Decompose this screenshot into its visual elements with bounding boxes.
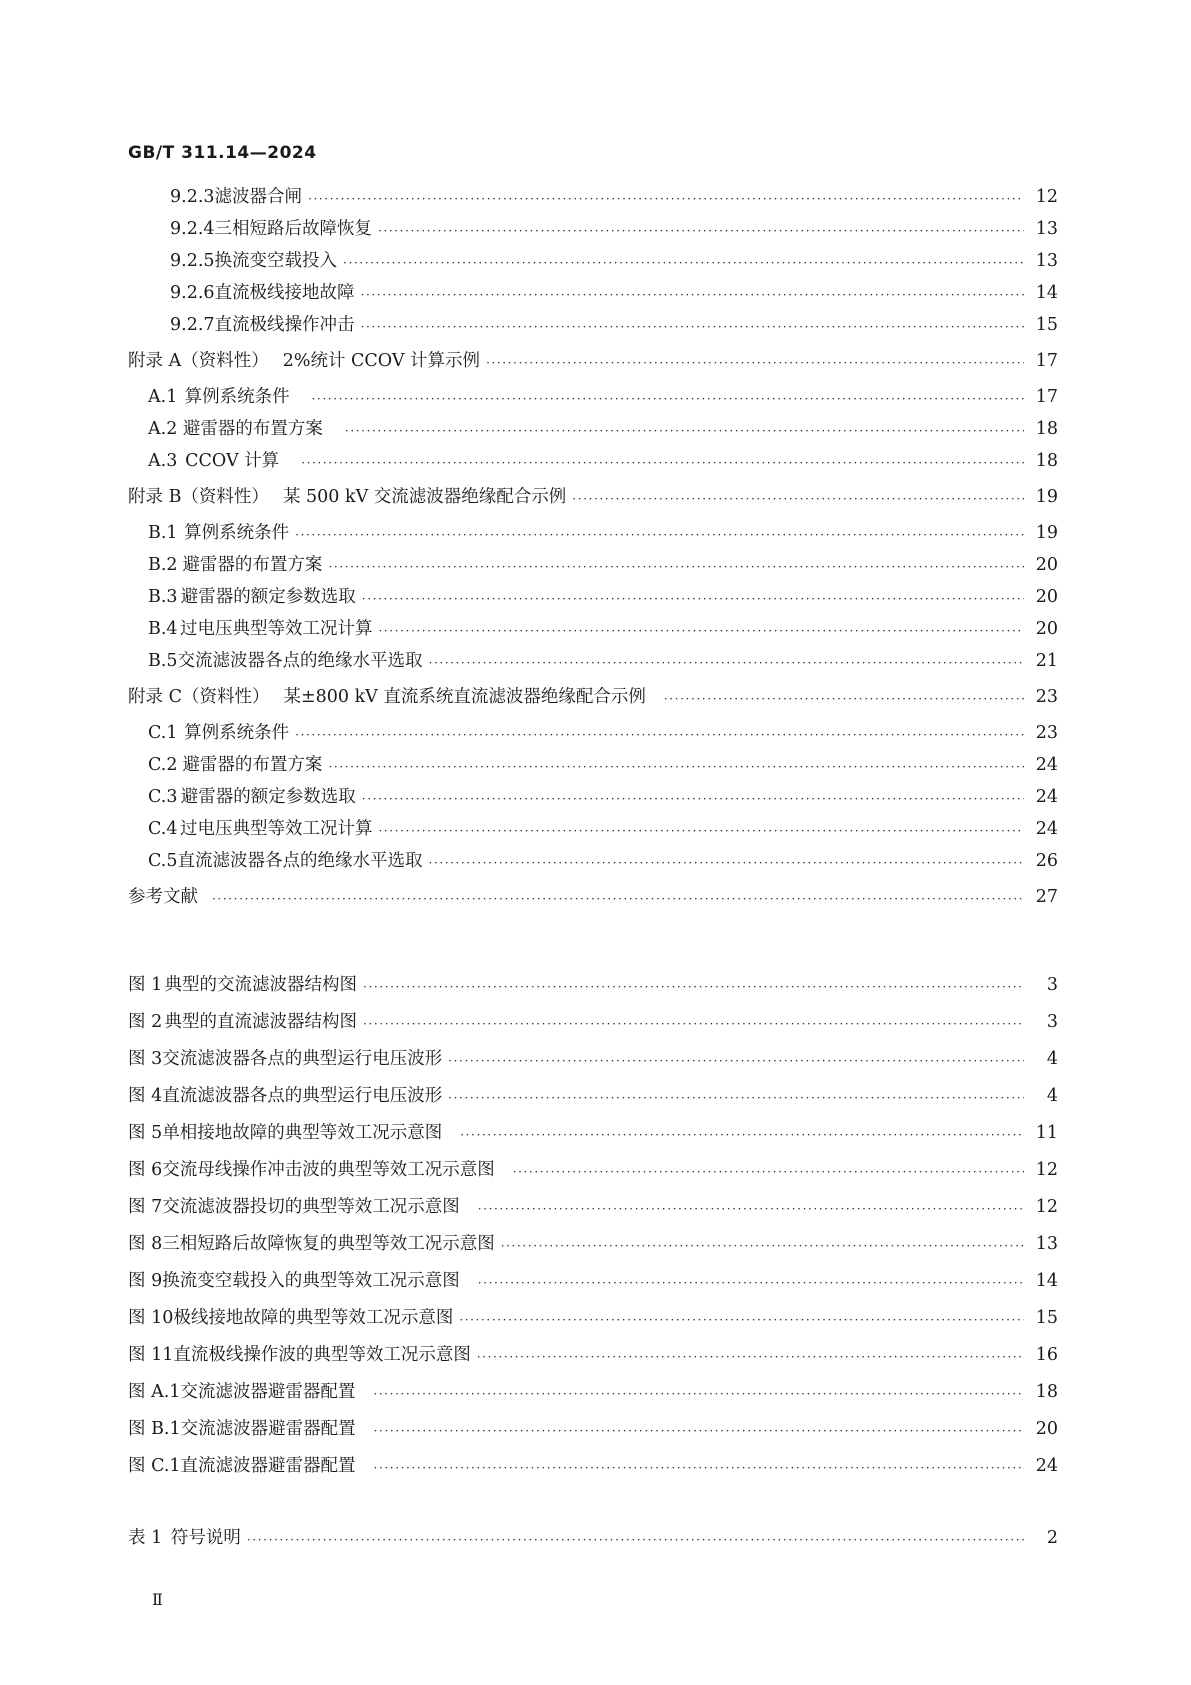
toc-entry-page: 18 [1035,419,1058,439]
dot-leader [378,621,1024,641]
figure-number: 图 6 [128,1160,163,1180]
figure-number: 图 B.1 [128,1419,181,1439]
dot-leader [328,757,1024,777]
toc-entry-title: 换流变空载投入 [214,251,338,271]
dot-leader [374,1421,1024,1441]
toc-entry-page: 24 [1035,787,1058,807]
toc-appendix-entry[interactable] [128,349,1058,373]
dot-leader [312,389,1024,409]
toc-entry[interactable] [148,849,1058,873]
figure-number: 图 2 [128,1012,163,1032]
dot-leader [664,689,1024,709]
toc-entry-page: 12 [1035,187,1058,207]
toc-entry-number: C.2 [148,755,178,775]
toc-entry[interactable] [170,281,1058,305]
dot-leader [448,1088,1024,1108]
figure-number: 图 4 [128,1086,163,1106]
toc-entry-number: B.4 [148,619,178,639]
figure-title: 极线接地故障的典型等效工况示意图 [173,1308,454,1328]
figure-page: 3 [1046,975,1058,995]
toc-entry-page: 23 [1035,723,1058,743]
toc-entry-page: 15 [1035,315,1058,335]
dot-leader [501,1236,1024,1256]
figure-title: 交流滤波器避雷器配置 [180,1419,356,1439]
toc-entry-title: 2%统计 CCOV 计算示例 [282,351,481,371]
figure-title: 直流滤波器各点的典型运行电压波形 [162,1086,443,1106]
toc-entry[interactable] [170,185,1058,209]
toc-entry-title: 直流极线操作冲击 [214,315,355,335]
toc-entry-number: 9.2.7 [170,315,215,335]
figure-number: 图 7 [128,1197,163,1217]
figure-title: 交流滤波器投切的典型等效工况示意图 [162,1197,460,1217]
toc-entry-title: 过电压典型等效工况计算 [179,619,373,639]
dot-leader [373,1384,1024,1404]
toc-entry[interactable] [148,817,1058,841]
toc-entry-page: 24 [1035,819,1058,839]
figure-title: 直流极线操作波的典型等效工况示意图 [173,1345,471,1365]
toc-entry-page: 19 [1035,523,1058,543]
toc-entry[interactable] [148,417,1058,441]
toc-entry[interactable] [148,449,1058,473]
dot-leader [362,589,1024,609]
toc-appendix-entry[interactable] [128,485,1058,509]
toc-entry-title: CCOV 计算 [185,451,280,471]
toc-entry-number: C.4 [148,819,178,839]
toc-entry-title: 避雷器的布置方案 [182,419,323,439]
figure-page: 15 [1035,1308,1058,1328]
dot-leader [486,353,1024,373]
figure-number: 图 3 [128,1049,163,1069]
toc-entry-page: 20 [1035,619,1058,639]
figure-title: 直流滤波器避雷器配置 [180,1456,356,1476]
dot-leader [478,1273,1024,1293]
toc-entry-page: 17 [1035,351,1058,371]
figure-page: 13 [1035,1234,1058,1254]
figure-title: 交流母线操作冲击波的典型等效工况示意图 [162,1160,495,1180]
toc-entry-page: 23 [1035,687,1058,707]
dot-leader [362,789,1024,809]
toc-entry[interactable] [148,785,1058,809]
toc-entry[interactable] [148,649,1058,673]
figure-title: 典型的直流滤波器结构图 [164,1012,357,1032]
figure-number: 图 11 [128,1345,174,1365]
dot-leader [295,725,1024,745]
toc-entry[interactable] [148,753,1058,777]
toc-entry-title: 三相短路后故障恢复 [214,219,373,239]
toc-entry-title: 参考文献 [128,887,198,907]
toc-entry-page: 19 [1035,487,1058,507]
dot-leader [374,1458,1024,1478]
toc-entry-number: 附录 B（资料性） [128,487,269,507]
figure-page: 12 [1035,1197,1058,1217]
dot-leader [363,1014,1024,1034]
page-number: Ⅱ [152,1590,163,1609]
toc-entry-title: 交流滤波器各点的绝缘水平选取 [177,651,423,671]
figure-page: 24 [1035,1456,1058,1476]
dot-leader [378,821,1024,841]
toc-entry-number: 附录 A（资料性） [128,351,269,371]
toc-entry[interactable] [148,553,1058,577]
figure-page: 20 [1035,1419,1058,1439]
figure-entry[interactable] [128,1084,1058,1108]
dot-leader [429,653,1024,673]
toc-entry-title: 算例系统条件 [184,387,290,407]
toc-entry-title: 算例系统条件 [184,523,290,543]
dot-leader [363,977,1024,997]
dot-leader [361,285,1024,305]
toc-entry-number: A.3 [148,451,178,471]
toc-entry-page: 13 [1035,251,1058,271]
figure-entry[interactable] [128,1010,1058,1034]
figure-page: 4 [1046,1086,1058,1106]
table-number: 表 1 [128,1528,163,1548]
figure-number: 图 A.1 [128,1382,181,1402]
figure-entry[interactable] [128,1195,1058,1219]
toc-entry-number: 9.2.6 [170,283,215,303]
dot-leader [295,525,1024,545]
figure-entry[interactable] [128,1269,1058,1293]
dot-leader [247,1530,1024,1550]
toc-references-entry[interactable] [128,885,1058,909]
dot-leader [212,889,1024,909]
figure-page: 4 [1046,1049,1058,1069]
toc-entry-number: B.3 [148,587,178,607]
standard-code: GB/T 311.14—2024 [128,143,317,163]
toc-entry-number: C.1 [148,723,178,743]
figure-entry[interactable] [128,1417,1058,1441]
dot-leader [378,221,1024,241]
toc-entry[interactable] [148,721,1058,745]
toc-entry-number: C.5 [148,851,178,871]
toc-entry-number: C.3 [148,787,178,807]
figure-number: 图 8 [128,1234,163,1254]
table-page: 2 [1046,1528,1058,1548]
figure-entry[interactable] [128,1454,1058,1478]
dot-leader [448,1051,1024,1071]
toc-entry-title: 避雷器的额定参数选取 [180,787,356,807]
dot-leader [513,1162,1024,1182]
toc-entry-title: 算例系统条件 [184,723,290,743]
toc-entry[interactable] [148,385,1058,409]
toc-entry-number: B.5 [148,651,178,671]
figure-page: 14 [1035,1271,1058,1291]
figure-number: 图 C.1 [128,1456,181,1476]
toc-entry-page: 13 [1035,219,1058,239]
toc-entry-page: 20 [1035,587,1058,607]
figure-number: 图 1 [128,975,163,995]
figure-title: 三相短路后故障恢复的典型等效工况示意图 [162,1234,495,1254]
figure-entry[interactable] [128,1380,1058,1404]
dot-leader [477,1347,1024,1367]
toc-entry[interactable] [170,217,1058,241]
dot-leader [328,557,1024,577]
toc-entry-number: 9.2.5 [170,251,215,271]
toc-entry-page: 18 [1035,451,1058,471]
dot-leader [301,453,1024,473]
toc-entry-title: 避雷器的布置方案 [182,755,323,775]
figure-number: 图 9 [128,1271,163,1291]
toc-entry-number: B.2 [148,555,178,575]
toc-entry-title: 避雷器的额定参数选取 [180,587,356,607]
dot-leader [460,1125,1024,1145]
figure-page: 18 [1035,1382,1058,1402]
toc-entry[interactable] [148,585,1058,609]
toc-entry[interactable] [170,249,1058,273]
table-title: 符号说明 [170,1528,241,1548]
figure-title: 交流滤波器各点的典型运行电压波形 [162,1049,443,1069]
figure-page: 3 [1046,1012,1058,1032]
toc-entry-number: B.1 [148,523,178,543]
figure-page: 11 [1035,1123,1058,1143]
toc-entry-number: A.1 [148,387,178,407]
figure-entry[interactable] [128,1343,1058,1367]
figure-entry[interactable] [128,1047,1058,1071]
figure-title: 单相接地故障的典型等效工况示意图 [162,1123,443,1143]
figure-entry[interactable] [128,1158,1058,1182]
toc-entry-page: 24 [1035,755,1058,775]
figure-entry[interactable] [128,973,1058,997]
toc-entry-title: 直流滤波器各点的绝缘水平选取 [177,851,423,871]
dot-leader [459,1310,1024,1330]
figure-entry[interactable] [128,1306,1058,1330]
toc-entry-title: 某±800 kV 直流系统直流滤波器绝缘配合示例 [283,687,646,707]
toc-entry-number: 附录 C（资料性） [128,687,270,707]
toc-entry-page: 27 [1035,887,1058,907]
figure-entry[interactable] [128,1121,1058,1145]
toc-entry-page: 20 [1035,555,1058,575]
figure-number: 图 5 [128,1123,163,1143]
toc-entry-page: 17 [1035,387,1058,407]
toc-appendix-entry[interactable] [128,685,1058,709]
toc-entry-page: 26 [1035,851,1058,871]
dot-leader [572,489,1024,509]
toc-entry-number: 9.2.3 [170,187,215,207]
toc-entry-page: 21 [1035,651,1058,671]
toc-entry-title: 直流极线接地故障 [214,283,355,303]
toc-entry-title: 某 500 kV 交流滤波器绝缘配合示例 [282,487,567,507]
toc-entry[interactable] [148,521,1058,545]
table-entry[interactable] [128,1526,1058,1550]
figure-page: 12 [1035,1160,1058,1180]
dot-leader [478,1199,1024,1219]
toc-entry[interactable] [148,617,1058,641]
dot-leader [308,189,1024,209]
dot-leader [345,421,1024,441]
figure-entry[interactable] [128,1232,1058,1256]
figure-title: 典型的交流滤波器结构图 [164,975,357,995]
dot-leader [343,253,1024,273]
toc-entry[interactable] [170,313,1058,337]
figure-page: 16 [1035,1345,1058,1365]
toc-entry-title: 避雷器的布置方案 [182,555,323,575]
toc-entry-title: 滤波器合闸 [214,187,303,207]
dot-leader [361,317,1024,337]
dot-leader [428,853,1024,873]
figure-number: 图 10 [128,1308,174,1328]
toc-entry-number: A.2 [148,419,178,439]
figure-title: 换流变空载投入的典型等效工况示意图 [162,1271,460,1291]
toc-entry-title: 过电压典型等效工况计算 [179,819,373,839]
toc-entry-page: 14 [1035,283,1058,303]
toc-entry-number: 9.2.4 [170,219,215,239]
figure-title: 交流滤波器避雷器配置 [180,1382,356,1402]
